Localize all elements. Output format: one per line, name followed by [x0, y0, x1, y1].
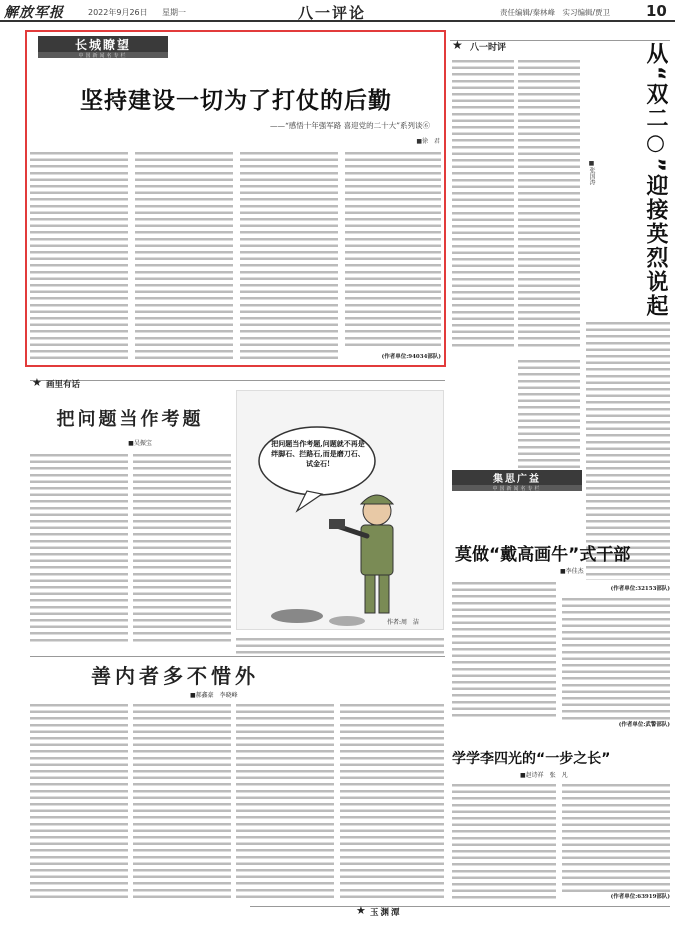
soldier-cartoon-icon: [237, 391, 445, 631]
cartoon-author: 作者:周 洁: [387, 619, 420, 626]
lead-title: 坚持建设一切为了打仗的后勤: [80, 88, 392, 114]
section-title: 八一评论: [298, 4, 367, 22]
cartoon-title: 把问题当作考题: [56, 409, 204, 430]
star-icon: ★: [356, 904, 366, 917]
newspaper-logo: 解放军报: [4, 5, 64, 21]
bottom-right-title: 学学李四光的“一步之长”: [452, 751, 611, 767]
star-icon: ★: [32, 376, 42, 389]
guangyi-source: (作者单位:武警部队): [618, 722, 670, 728]
bottom-right-col1: [452, 782, 556, 902]
yiping-body-col2: [518, 58, 580, 350]
guangyi-subtitle: 中国新闻名专栏: [452, 485, 582, 491]
lead-source: (作者单位:94034部队): [381, 354, 441, 360]
column-subtitle: 中国新闻名专栏: [38, 52, 168, 58]
bottom-right-byline: ■赵诗祥 张 凡: [520, 772, 568, 779]
guangyi-banner: [452, 470, 582, 492]
guangyi-label: 集思广益: [452, 470, 582, 485]
cartoon-rule: [30, 380, 445, 381]
lead-byline: ■徐 君: [416, 138, 440, 145]
issue-date: 2022年9月26日: [88, 8, 148, 17]
lead-body-col3: [240, 150, 338, 362]
cartoon-body-col2: [133, 452, 231, 642]
guangyi-body-col2: [562, 596, 670, 720]
cartoon-bubble-text: 把问题当作考题,问题就不再是绊脚石、拦路石,而是磨刀石、试金石!: [271, 439, 365, 468]
bottom-left-col4: [340, 702, 444, 902]
cartoon-label: 画里有话: [46, 380, 81, 390]
page-number: 10: [646, 2, 667, 20]
guangyi-title: 莫做“戴高画牛”式干部: [455, 545, 631, 565]
cartoon-body-col1: [30, 452, 128, 642]
star-icon: ★: [452, 38, 463, 52]
cartoon-body-tail: [236, 636, 444, 656]
bottom-left-col1: [30, 702, 128, 902]
bottom-left-title: 善内者多不惜外: [91, 664, 259, 688]
column-banner: [38, 36, 168, 58]
bottom-left-col3: [236, 702, 334, 902]
page-editors: 责任编辑/秦林峰 实习编辑/贾卫: [500, 8, 611, 17]
bottom-rule: [30, 656, 445, 657]
bottom-right-col2: [562, 782, 670, 892]
right-feature-title: 从“双二○”迎接英烈说起: [643, 42, 668, 318]
yiping-body-col1: [452, 58, 514, 350]
lead-body-col2: [135, 150, 233, 362]
footer-label: 玉渊潭: [370, 908, 402, 918]
bottom-left-byline: ■郝鑫豪 李晓峰: [190, 692, 238, 699]
right-feature-source: (作者单位:32153部队): [610, 586, 670, 592]
column-name: 长城瞭望: [38, 36, 168, 52]
lead-body-col1: [30, 150, 128, 362]
bottom-left-col2: [133, 702, 231, 902]
lead-subtitle: ——“感悟十年强军路 喜迎党的二十大”系列谈⑥: [269, 121, 430, 130]
lead-body-col4: [345, 150, 441, 350]
issue-weekday: 星期一: [162, 8, 186, 17]
bottom-right-source: (作者单位:63919部队): [610, 894, 670, 900]
guangyi-body-col1: [452, 580, 556, 720]
footer-rule: [250, 906, 670, 907]
cartoon-byline: ■吴振宝: [128, 440, 152, 447]
right-feature-byline: ■张国涛: [588, 160, 595, 185]
right-feature-body-col2: [518, 358, 580, 478]
cartoon-illustration: [236, 390, 444, 630]
masthead: [0, 0, 675, 22]
guangyi-byline: ■李佳杰: [560, 568, 584, 575]
yiping-label: 八一时评: [470, 43, 507, 53]
